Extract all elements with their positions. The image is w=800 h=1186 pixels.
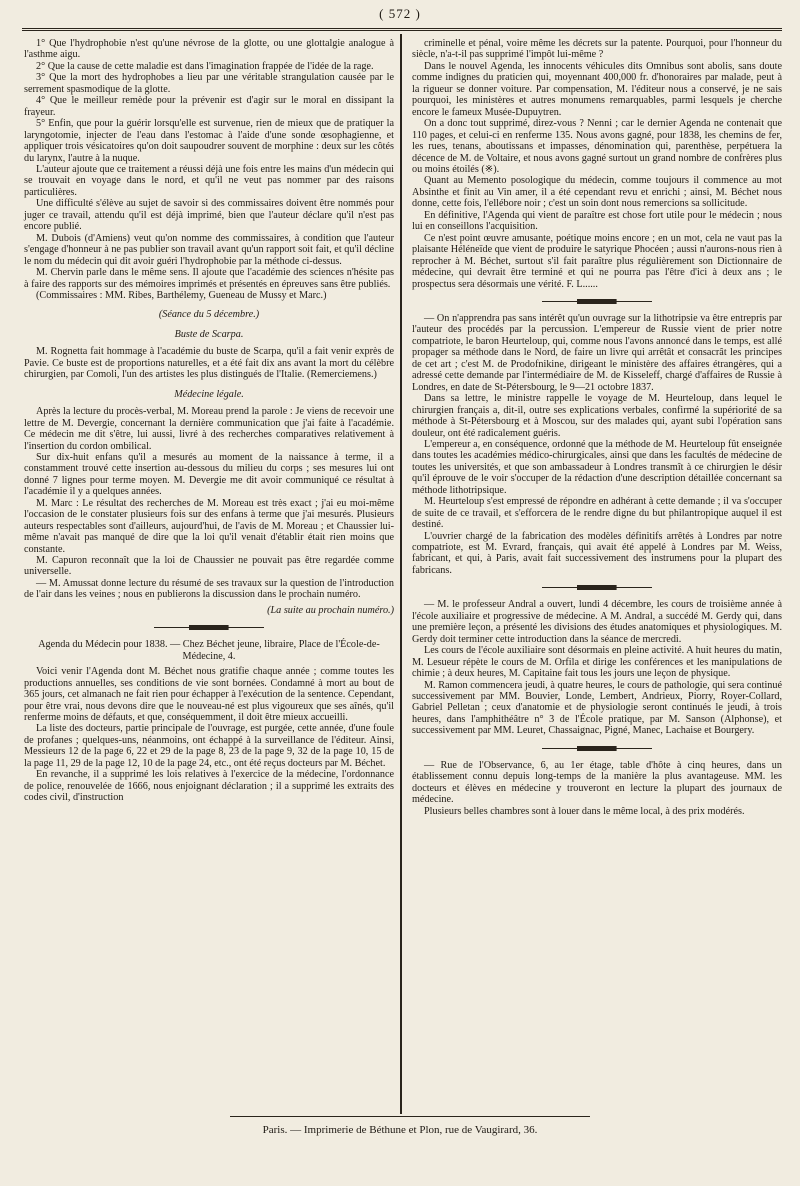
paragraph: — Rue de l'Observance, 6, au 1er étage, table d'hôte à cinq heures, dans un établissement connu depuis long-temps de la manière la plus avantageuse. MM. les docteurs et élèves en médecine y trouveront en lecture la plupart des journaux de médecine.: [412, 759, 782, 806]
paragraph: Sur dix-huit enfans qu'il a mesurés au moment de la naissance à terme, il a constamment trouvé cette insertion au-dessous du milieu du corps ; ses mesures lui ont donné 7 lignes pour terme moyen. M. Devergie me dit avoir communiqué ce résultat à l'académie il y a quelques années.: [24, 451, 394, 498]
paragraph: (Commissaires : MM. Ribes, Barthélemy, Gueneau de Mussy et Marc.): [36, 289, 327, 301]
paragraph: 3° Que la mort des hydrophobes a lieu par une véritable strangulation causée par le serrement spasmodique de la glotte.: [24, 72, 394, 95]
printer-imprint: Paris. — Imprimerie de Béthune et Plon, rue de Vaugirard, 36.: [262, 1124, 538, 1136]
section-separator: [154, 625, 264, 630]
paragraph: 4° Que le meilleur remède pour la prévenir est d'agir sur le moral en dissipant la frayeur.: [24, 95, 394, 118]
section-heading: Buste de Scarpa.: [174, 328, 244, 340]
paragraph: — M. Amussat donne lecture du résumé de ses travaux sur la question de l'introduction de l'air dans les veines ; nous en publierons la discussion dans le prochain numéro.: [24, 577, 394, 601]
paragraph: Dans sa lettre, le ministre rappelle le voyage de M. Heurteloup, dans lequel le chirurgien français a, dit-il, outre ses explications verbales, confirmé la supériorité de sa méthode à St-Pétersbourg et à Moscou, sur des malades qui, ayant subi l'opération sans douleur, ont été radicalement guéris.: [412, 393, 782, 439]
section-heading: Médecine légale.: [174, 388, 244, 400]
paragraph: M. Marc : Le résultat des recherches de M. Moreau est très exact ; j'ai eu moi-même l'occasion de le constater plusieurs fois sur des enfans à terme que j'ai mesurés. Plusieurs auteurs respectables sont d'ailleurs, aujourd'hui, de l'avis de M. Moreau ; et Chaussier lui-même n'avait pas manqué de dire que la loi qu'il venait d'établir était rien moins que constante.: [24, 497, 394, 555]
paragraph: L'ouvrier chargé de la fabrication des modèles définitifs arrêtés à Londres par notre compatriote, est M. Evrard, français, qui avait été appelé à Londres par M. Weiss, fabricant, et qui, à Paris, avait fait successivement des instrumens pour la plupart des fabricans.: [412, 530, 782, 576]
left-column: [24, 38, 394, 804]
paragraph: L'empereur a, en conséquence, ordonné que la méthode de M. Heurteloup fût enseignée dans toutes les académies médico-chirurgicales, ainsi que dans les facultés de médecine de toutes les universités, et que son ambassadeur à Londres transmît à ce chirurgien le désir qu'il éprouve de le voir s'occuper de la rédaction d'une description détaillée concernant sa méthode lithotripsique.: [412, 438, 782, 496]
section-separator: [542, 585, 652, 590]
paragraph: 1° Que l'hydrophobie n'est qu'une névrose de la glotte, ou une glottalgie analogue à l'asthme aigu.: [24, 38, 394, 61]
top-rule: [22, 28, 782, 31]
paragraph: Ce n'est point œuvre amusante, poétique moins encore ; en un mot, cela ne vaut pas la plaisante Héléneïde que vient de produire le satyrique Phocéen ; aussi n'aurons-nous rien à reprocher à M. Béchet, surtout s'il fait paraître plus régulièrement son Dictionnaire de médecine, qui devrait être terminé et qui ne pourra pas l'être d'ici à deux ans ; le prospectus sera désormais une vérité. F. L......: [412, 232, 782, 290]
paragraph: M. Rognetta fait hommage à l'académie du buste de Scarpa, qu'il a fait venir exprès de Pavie. Ce buste est de proportions naturelles, et a été fait dix ans avant la mort du célèbre chirurgien, par Comoli, l'un des artistes les plus distingués de l'Italie. (Remerciemens.): [24, 346, 394, 381]
paragraph: Voici venir l'Agenda dont M. Béchet nous gratifie chaque année ; comme toutes les productions annuelles, ses conditions de vie sont bornées. Condamné à mort au bout de 365 jours, cet almanach ne fait rien pour échapper à l'exécution de la sentence. Cependant, pour être vrai, nous devons dire que le nouveau-né est plus vigoureux que ses aînés, qu'il renferme moins de défauts, et que, conséquemment, il doit être mieux accueilli.: [24, 666, 394, 724]
paragraph: M. Heurteloup s'est empressé de répondre en adhérant à cette demande ; il va s'occuper de suite de ce travail, et s'efforcera de le rendre digne du but philantropique auquel il est destiné.: [412, 496, 782, 531]
section-separator: [542, 299, 652, 304]
paragraph: En revanche, il a supprimé les lois relatives à l'exercice de la médecine, l'ordonnance de police, renouvelée de 1666, nous enjoignant déclaration ; il a supprimé les extraits des codes civil, d'instruction: [24, 769, 394, 804]
paragraph: Une difficulté s'élève au sujet de savoir si des commissaires doivent être nommés pour juger ce travail, attendu qu'il est déjà imprimé, bien que l'auteur déclare qu'il n'est pas encore publié.: [24, 198, 394, 233]
paragraph: criminelle et pénal, voire même les décrets sur la patente. Pourquoi, pour l'honneur du siècle, n'a-t-il pas supprimé l'impôt lui-même ?: [412, 38, 782, 61]
paragraph: On a donc tout supprimé, direz-vous ? Nenni ; car le dernier Agenda ne contenait que 110 pages, et celui-ci en renferme 135. Nous avons gagné, pour 1838, les chemins de fer, les rues, tenans, aboutissans et impasses, dénomination qui, parenthèse, perpétuera la décence de M. de Voltaire, et nous avons gagné surtout un grand nombre de confrères plus ou moins étoilés (※).: [412, 118, 782, 175]
paragraph: En définitive, l'Agenda qui vient de paraître est chose fort utile pour le médecin ; nous lui en conseillons l'acquisition.: [412, 209, 782, 233]
paragraph: Dans le nouvel Agenda, les innocents véhicules dits Omnibus sont abolis, sans doute comme indignes du praticien qui, moyennant 400,000 fr. d'honoraires par malade, peut à la rigueur se donner voiture. Par compensation, M. l'éditeur nous a conservé, je ne sais pourquoi, les ministères et autres monumens remarquables, parmi lesquels je cherche encore le fameux Musée-Dupuytren.: [412, 60, 782, 118]
paragraph: — M. le professeur Andral a ouvert, lundi 4 décembre, les cours de troisième année à l'école auxiliaire et progressive de médecine. A M. Andral, a succédé M. Gerdy qui, dans une première leçon, a présenté les divisions des études anatomiques et physiologiques. M. Gerdy doit terminer cette introduction dans la séance de mercredi.: [412, 599, 782, 645]
paragraph: Agenda du Médecin pour 1838. — Chez Béchet jeune, libraire, Place de l'École-de-Médecine, 4.: [38, 639, 380, 662]
paragraph: 5° Enfin, que pour la guérir lorsqu'elle est survenue, rien de mieux que de pratiquer la laryngotomie, injecter de l'eau dans l'estomac à l'aide d'une sonde œsophagienne, et appliquer trois vésicatoires qu'on doit saupoudrer souvent de morphine : deux sur les côtés du larynx, l'autre à la nuque.: [24, 118, 394, 164]
footer-rule: [230, 1116, 590, 1117]
paragraph: (La suite au prochain numéro.): [267, 604, 394, 616]
paragraph: M. Chervin parle dans le même sens. Il ajoute que l'académie des sciences n'hésite pas à faire des rapports sur des mémoires imprimés et présentés en épreuves sans être publiés.: [24, 267, 394, 290]
paragraph: Après la lecture du procès-verbal, M. Moreau prend la parole : Je viens de recevoir une lettre de M. Devergie, concernant la dernière communication que j'ai faite à l'académie. Ce médecin me dit s'être, lui aussi, livré à des recherches comparatives relativement à l'insertion du cordon ombilical.: [24, 406, 394, 452]
paragraph: L'auteur ajoute que ce traitement a réussi déjà une fois entre les mains d'un médecin qui se trouvait en voyage dans le nord, et qu'il ne veut pas nommer par des raisons particulières.: [24, 163, 394, 198]
section-heading: (Séance du 5 décembre.): [158, 309, 260, 321]
column-divider: [400, 34, 402, 1114]
paragraph: — On n'apprendra pas sans intérêt qu'un ouvrage sur la lithotripsie va être entrepris par l'auteur des procédés par la percussion. L'empereur de Russie vient de prier notre compatriote, le baron Heurteloup, qui, comme nous l'avons annoncé dans le temps, est allé propager sa méthode dans le Nord, de faire un livre qui arrêtât et consacrât les principes de cet art ; c'est M. de Prodofnikine, dirigeant le ministère des affaires étrangères, qui a adressé cette demande par l'intermédiaire de M. de Kisseleff, chargé d'affaires de Russie à Londres, en date de St-Pétersbourg, le 9—21 octobre 1837.: [412, 312, 782, 393]
paragraph: M. Ramon commencera jeudi, à quatre heures, le cours de pathologie, qui sera continué successivement par MM. Bouvier, Londe, Lembert, Andrieux, Piorry, Royer-Collard, Gabriel Pelletan ; ceux d'anatomie et de physiologie seront continués le jeudi, à trois heures, dans l'amphithéâtre n° 3 de l'École pratique, par M. Sanson (Alphonse), et successivement par MM. Leuret, Chassaignac, Pigné, Manec, Lachaise et Bourgery.: [412, 679, 782, 737]
paragraph: Quant au Memento posologique du médecin, comme toujours il commence au mot Absinthe et finit au Vin amer, il a été cependant revu et enrichi ; ainsi, M. Béchet nous donne, cette fois, l'ellébore noir ; c'est un soin dont nous remercions sa sollicitude.: [412, 175, 782, 210]
paragraph: M. Dubois (d'Amiens) veut qu'on nomme des commissaires, à condition que l'auteur s'engage d'honneur à ne pas publier son travail avant qu'un rapport soit fait, et qu'il décline le nom du médecin qui dit avoir guéri l'hydrophobie par la méthode ci-dessus.: [24, 232, 394, 267]
paragraph: Les cours de l'école auxiliaire sont désormais en pleine activité. A huit heures du matin, M. Lesueur répète le cours de M. Orfila et dirige les conférences et les manipulations de chimie ; à deux heures, M. Capitaine fait tous les jours une leçon de physique.: [412, 645, 782, 680]
paragraph: Plusieurs belles chambres sont à louer dans le même local, à des prix modérés.: [424, 805, 745, 817]
paragraph: La liste des docteurs, partie principale de l'ouvrage, est purgée, cette année, d'une foule de profanes ; quelques-uns, néanmoins, ont échappé à la surveillance de l'éditeur. Ainsi, Messieurs 12 de la page 6, 22 et 29 de la page 8, 23 de la page 9, 32 de la page 10, 15 de la page 11, 29 de la page 12, 10 de la page 24, etc., ont été reçus docteurs par M. Béchet.: [24, 723, 394, 769]
section-separator: [542, 746, 652, 751]
paragraph: 2° Que la cause de cette maladie est dans l'imagination frappée de l'idée de la rage.: [36, 60, 374, 72]
right-column: [412, 38, 782, 817]
page-number: ( 572 ): [379, 6, 421, 21]
paragraph: M. Capuron reconnaît que la loi de Chaussier ne pouvait pas être regardée comme universelle.: [24, 555, 394, 578]
